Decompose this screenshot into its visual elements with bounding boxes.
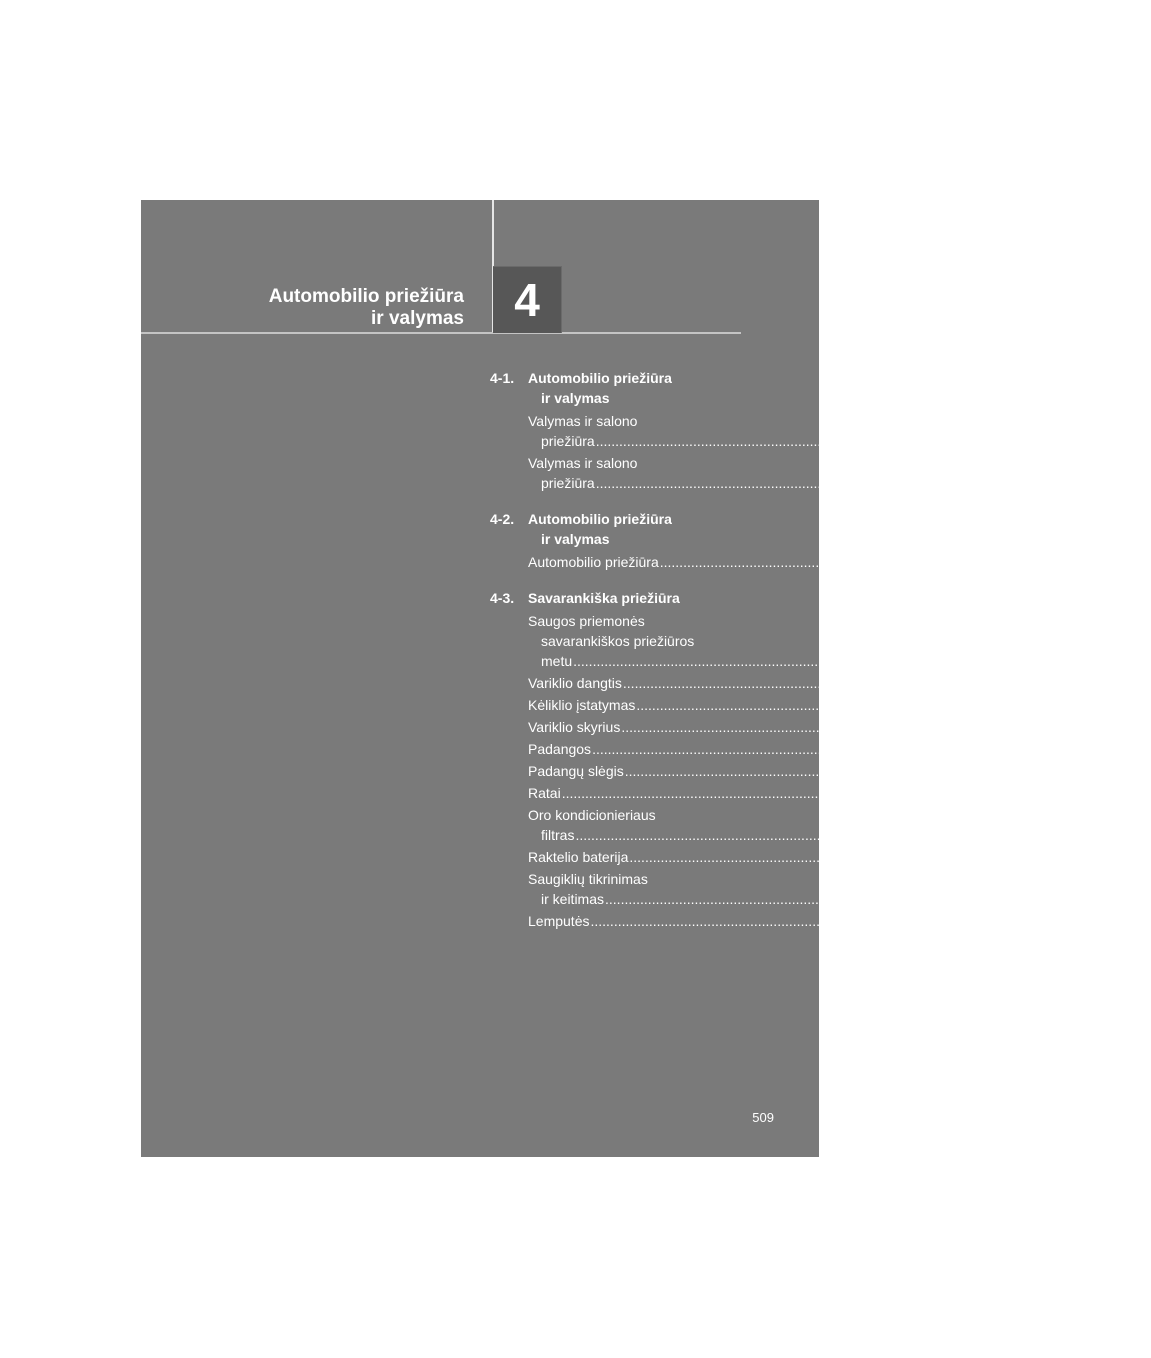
chapter-title-line2: ir valymas	[371, 308, 464, 329]
toc-entry[interactable]	[528, 739, 1084, 759]
entry-leader-line	[528, 889, 1097, 909]
dot-leader: ........................................................................................................................	[592, 741, 1059, 757]
dot-leader: ........................................................................................................................	[595, 433, 1063, 449]
chapter-number-tab: 4	[493, 266, 562, 333]
section-title-line2: ir valymas	[541, 390, 610, 406]
entry-leader-line	[528, 651, 1065, 671]
toc-section	[490, 588, 1128, 931]
dot-leader: ........................................................................................................................	[595, 475, 1063, 491]
header-horizontal-divider	[141, 332, 741, 334]
entry-leader-line	[528, 717, 1113, 737]
entry-leader-line	[528, 825, 1067, 845]
entry-text-line1: Valymas ir salono	[528, 413, 638, 429]
chapter-title-line1: Automobilio priežiūra	[268, 286, 464, 307]
entry-leader-line	[528, 783, 1053, 803]
dot-leader: ........................................................................................................................	[622, 675, 1090, 691]
entry-page-number: 590	[1058, 913, 1082, 929]
entry-text: metu	[541, 653, 573, 669]
entry-leader-line	[528, 761, 1116, 781]
toc-section	[490, 509, 1151, 572]
entry-page-number: 547	[1059, 741, 1084, 757]
entry-text: Raktelio baterija	[528, 849, 629, 865]
entry-leader-line	[528, 552, 1151, 572]
entry-leader-line	[528, 847, 1121, 867]
toc-entry[interactable]	[528, 411, 1087, 451]
toc-entry[interactable]	[528, 453, 1087, 493]
entry-page-number: 562	[1092, 763, 1116, 779]
entry-text-line1: Saugos priemonės	[528, 613, 645, 629]
section-title-line2: ir valymas	[541, 531, 610, 547]
entry-text-line1: Valymas ir salono	[528, 455, 638, 471]
section-heading	[490, 588, 740, 608]
chapter-title	[269, 286, 464, 330]
entry-page-number: 570	[1097, 849, 1121, 865]
page-number: 509	[752, 1110, 774, 1125]
section-title-line1: Savarankiška priežiūra	[528, 590, 680, 606]
section-number: 4-1.	[490, 370, 515, 386]
section-title-line1: Automobilio priežiūra	[528, 370, 672, 386]
entry-page-number: 567	[1043, 827, 1067, 843]
entry-page-number: 525	[1090, 675, 1115, 691]
toc-entry[interactable]	[528, 611, 1065, 671]
entry-leader-line	[528, 473, 1087, 493]
entry-leader-line	[528, 431, 1087, 451]
entry-text-line1: Oro kondicionieriaus	[528, 807, 656, 823]
section-number: 4-2.	[490, 511, 515, 527]
toc-entry[interactable]	[528, 552, 1151, 572]
entry-leader-line	[528, 695, 1128, 715]
dot-leader: ........................................................................................................................	[621, 719, 1089, 735]
entry-page-number: 529	[1089, 719, 1113, 735]
toc-entry[interactable]	[528, 805, 1067, 845]
entry-page-number: 521	[1040, 653, 1065, 669]
toc-entry[interactable]	[528, 783, 1053, 803]
dot-leader: ........................................................................................................................	[659, 554, 1127, 570]
entry-page-number: 510	[1063, 433, 1087, 449]
dot-leader: ........................................................................................................................	[590, 913, 1058, 929]
entry-text: Padangos	[528, 741, 592, 757]
entry-leader-line	[528, 911, 1082, 931]
entry-page-number: 527	[1104, 697, 1128, 713]
toc-entry[interactable]	[528, 717, 1113, 737]
section-title-line1: Automobilio priežiūra	[528, 511, 672, 527]
entry-leader-line	[528, 673, 1115, 693]
dot-leader: ........................................................................................................................	[624, 763, 1092, 779]
entry-leader-line	[528, 739, 1084, 759]
dot-leader: ........................................................................................................................	[575, 827, 1043, 843]
section-heading	[490, 509, 740, 549]
entry-text: Lemputės	[528, 913, 590, 929]
entry-text: Automobilio priežiūra	[528, 554, 659, 570]
chapter-page	[141, 200, 1151, 1157]
dot-leader: ........................................................................................................................	[629, 849, 1097, 865]
entry-text: Variklio dangtis	[528, 675, 622, 691]
entry-text: Kėliklio įstatymas	[528, 697, 636, 713]
table-of-contents	[490, 368, 1151, 947]
section-number: 4-3.	[490, 590, 515, 606]
dot-leader: ........................................................................................................................	[605, 891, 1072, 907]
dot-leader: ........................................................................................................................	[636, 697, 1104, 713]
entry-text: Variklio skyrius	[528, 719, 621, 735]
dot-leader: ........................................................................................................................	[573, 653, 1040, 669]
toc-entry[interactable]	[528, 761, 1116, 781]
entry-text: priežiūra	[541, 433, 595, 449]
toc-section	[490, 368, 1087, 493]
entry-text-line2: savarankiškos priežiūros	[541, 633, 695, 649]
entry-text: Padangų slėgis	[528, 763, 624, 779]
entry-page-number: 518	[1127, 554, 1151, 570]
entry-page-number: 574	[1072, 891, 1097, 907]
entry-text-line1: Saugiklių tikrinimas	[528, 871, 648, 887]
entry-text: Ratai	[528, 785, 561, 801]
toc-entry[interactable]	[528, 695, 1128, 715]
section-heading	[490, 368, 740, 408]
toc-entry[interactable]	[528, 847, 1121, 867]
entry-page-number: 515	[1063, 475, 1087, 491]
entry-text: priežiūra	[541, 475, 595, 491]
entry-text: filtras	[541, 827, 575, 843]
toc-entry[interactable]	[528, 673, 1115, 693]
toc-entry[interactable]	[528, 869, 1097, 909]
dot-leader: ........................................................................................................................	[561, 785, 1029, 801]
entry-page-number: 564	[1029, 785, 1053, 801]
entry-text: ir keitimas	[541, 891, 605, 907]
toc-entry[interactable]	[528, 911, 1082, 931]
